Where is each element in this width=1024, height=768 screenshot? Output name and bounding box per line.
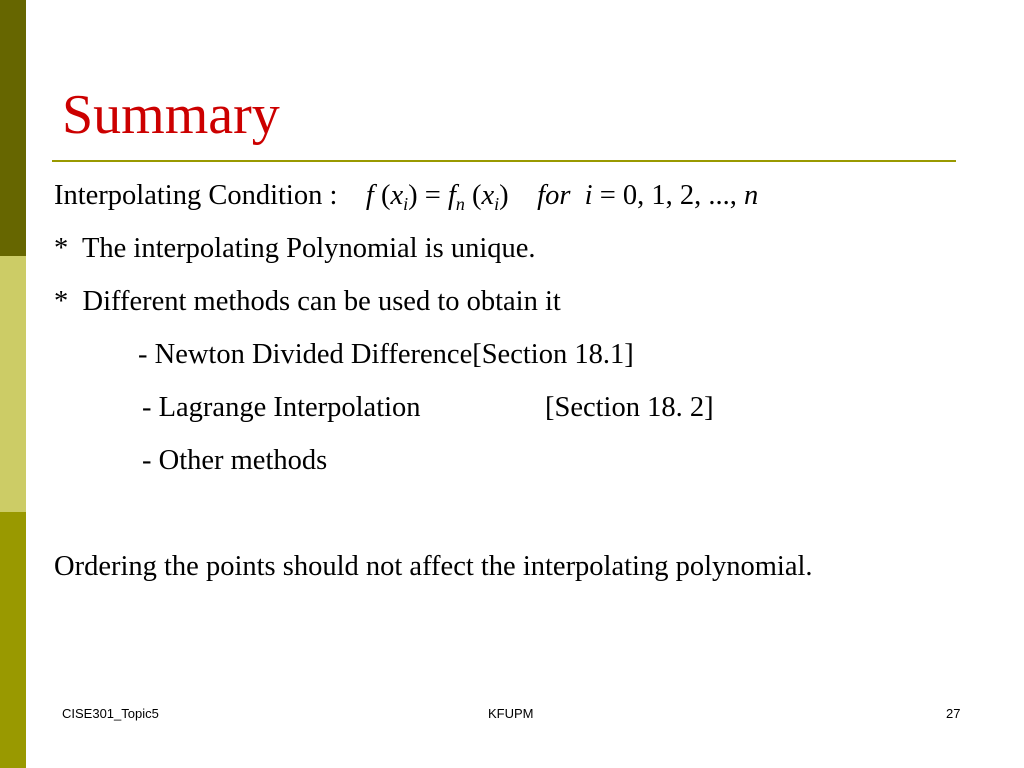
footer-course-code: CISE301_Topic5 [62,706,159,721]
condition-label: Interpolating Condition : [54,180,338,211]
sidebar-band-bottom [0,512,26,768]
bullet-unique: * The interpolating Polynomial is unique. [54,233,536,264]
condition-equation: f $(x_i) = f_n$ $(x_i)$ for i = 0, 1, 2, ..., n [365,180,759,214]
sidebar-band-top [0,0,26,256]
method-lagrange: - Lagrange Interpolation [142,392,421,423]
bullet-methods: * Different methods can be used to obtain it [54,286,561,317]
method-newton: - Newton Divided Difference[Section 18.1] [138,339,634,370]
title-divider [52,160,956,162]
method-lagrange-section: [Section 18. 2] [545,392,714,423]
footer-institution: KFUPM [488,706,534,721]
sidebar-band-middle [0,256,26,512]
closing-statement: Ordering the points should not affect the interpolating polynomial. [54,551,813,582]
footer-page-number: 27 [946,706,961,721]
interpolating-condition [54,178,758,222]
method-other: - Other methods [142,445,328,476]
slide-title: Summary [62,84,280,146]
